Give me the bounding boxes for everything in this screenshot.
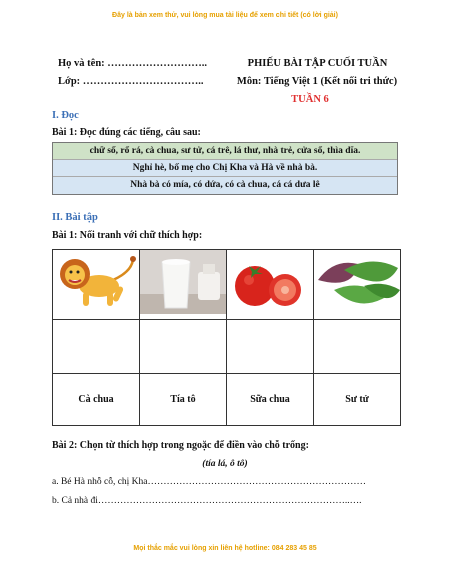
exercises-heading: II. Bài tập — [52, 212, 98, 223]
blank-line-b: b. Cả nhà đi……………………………………………………………………..…. — [52, 496, 362, 506]
match-gap — [227, 320, 314, 374]
tomato-image — [227, 250, 314, 320]
label-ca-chua: Cà chua — [53, 374, 140, 426]
lion-image — [53, 250, 140, 320]
reading-row-sentence-1: Nghỉ hè, bố mẹ cho Chị Kha và Hà về nhà bà. — [53, 160, 397, 177]
preview-notice: Đây là bản xem thử, vui lòng mua tài liệu để xem chi tiết (có lời giải) — [112, 12, 338, 19]
label-su-tu: Sư tử — [314, 374, 401, 426]
matching-task: Bài 1: Nối tranh với chữ thích hợp: — [52, 230, 203, 241]
worksheet-title: PHIẾU BÀI TẬP CUỐI TUẦN — [247, 58, 388, 69]
reading-heading: I. Đọc — [52, 110, 79, 121]
reading-task: Bài 1: Đọc đúng các tiếng, câu sau: — [52, 127, 201, 138]
word-hint: (tía lá, ô tô) — [202, 459, 248, 469]
class-line: Lớp: …………………………….. — [58, 76, 204, 87]
reading-box — [52, 142, 398, 195]
week-label: TUẦN 6 — [291, 94, 329, 105]
lion-icon — [53, 250, 139, 314]
match-gap — [140, 320, 227, 374]
hotline-notice: Mọi thắc mắc vui lòng xin liên hệ hotline: 084 283 45 85 — [133, 545, 317, 552]
perilla-leaf-icon — [314, 250, 400, 314]
label-sua-chua: Sữa chua — [227, 374, 314, 426]
subject-line: Môn: Tiếng Việt 1 (Kết nối tri thức) — [236, 76, 398, 87]
label-tia-to: Tía tô — [140, 374, 227, 426]
reading-row-words: chữ số, rổ rá, cà chua, sư tử, cá trê, lá thư, nhà trẻ, cửa sổ, thìa dĩa. — [53, 143, 397, 160]
blank-line-a: a. Bé Hà nhỗ cỗ, chị Kha…………………………………………………………… — [52, 477, 366, 487]
reading-row-sentence-2: Nhà bà có mía, có dứa, có cà chua, cá cá dưa lê — [53, 177, 397, 194]
name-line: Họ và tên: ……………………….. — [58, 58, 208, 69]
matching-table — [52, 249, 401, 426]
perilla-leaf-image — [314, 250, 401, 320]
match-gap — [314, 320, 401, 374]
milk-icon — [140, 250, 226, 314]
match-gap — [53, 320, 140, 374]
tomato-icon — [227, 250, 313, 314]
milk-image — [140, 250, 227, 320]
fill-blank-task: Bài 2: Chọn từ thích hợp trong ngoặc để điền vào chỗ trống: — [52, 440, 309, 451]
